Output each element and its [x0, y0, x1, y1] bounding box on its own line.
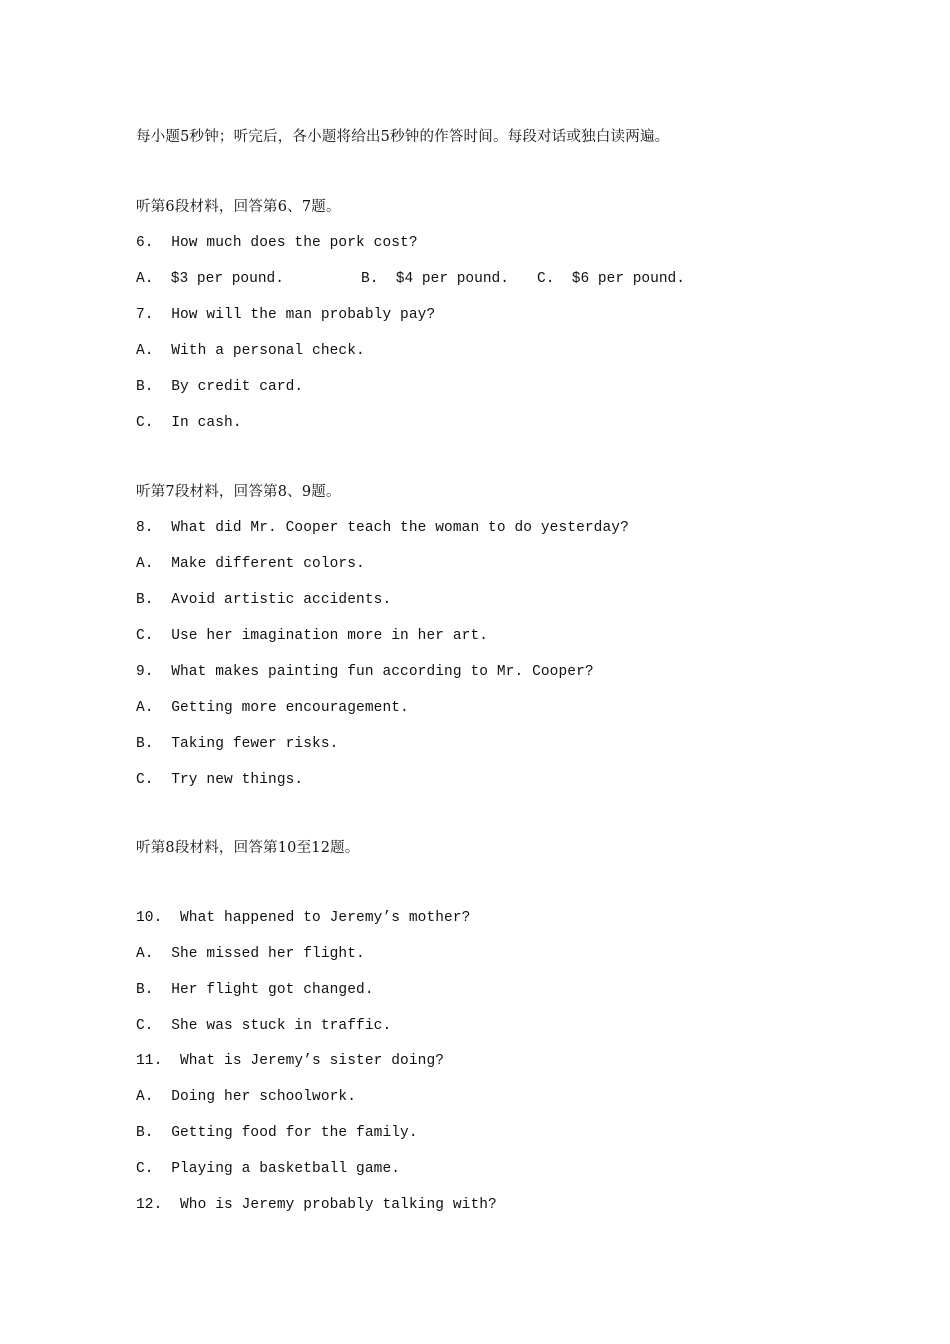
answer-option: A. Make different colors.	[136, 556, 365, 572]
section-heading: 听第6段材料，回答第6、7题。	[136, 199, 341, 215]
answer-option: C. Playing a basketball game.	[136, 1161, 401, 1177]
answer-option: B. Taking fewer risks.	[136, 736, 339, 752]
answer-option: C. She was stuck in traffic.	[136, 1018, 392, 1034]
answer-option: C. Try new things.	[136, 772, 304, 788]
question-stem: 10. What happened to Jeremy’s mother?	[136, 910, 471, 926]
answer-option: C. $6 per pound.	[537, 271, 685, 287]
question-stem: 6. How much does the pork cost?	[136, 235, 418, 251]
question-stem: 7. How will the man probably pay?	[136, 307, 436, 323]
answer-option: A. She missed her flight.	[136, 946, 365, 962]
answer-option: A. Getting more encouragement.	[136, 700, 409, 716]
answer-option: B. Getting food for the family.	[136, 1125, 418, 1141]
question-stem: 9. What makes painting fun according to Mr. Cooper?	[136, 664, 594, 680]
answer-option: A. With a personal check.	[136, 343, 365, 359]
section-heading: 听第7段材料，回答第8、9题。	[136, 484, 341, 500]
section-heading: 听第8段材料，回答第10至12题。	[136, 840, 360, 856]
question-stem: 8. What did Mr. Cooper teach the woman to do yesterday?	[136, 520, 629, 536]
answer-option: B. $4 per pound.	[361, 271, 509, 287]
answer-option: B. Her flight got changed.	[136, 982, 374, 998]
answer-option: A. $3 per pound.	[136, 271, 284, 287]
question-stem: 12. Who is Jeremy probably talking with?	[136, 1197, 497, 1213]
question-stem: 11. What is Jeremy’s sister doing?	[136, 1053, 445, 1069]
instructions-text: 每小题5秒钟；听完后，各小题将给出5秒钟的作答时间。每段对话或独白读两遍。	[136, 129, 670, 145]
answer-option: A. Doing her schoolwork.	[136, 1089, 357, 1105]
answer-option: C. In cash.	[136, 415, 242, 431]
answer-option: B. By credit card.	[136, 379, 304, 395]
answer-option: B. Avoid artistic accidents.	[136, 592, 392, 608]
answer-option: C. Use her imagination more in her art.	[136, 628, 489, 644]
